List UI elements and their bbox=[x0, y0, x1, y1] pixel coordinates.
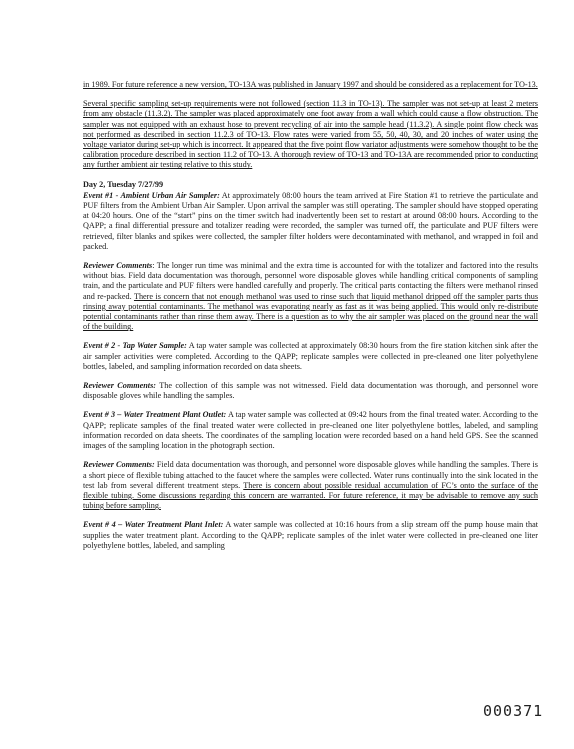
reviewer-comments-2 bbox=[83, 381, 538, 401]
event-1-label: Event #1 - Ambient Urban Air Sampler: bbox=[83, 190, 220, 200]
reviewer-1-underlined: There is concern that not enough methanol was used to rinse such that liquid methanol dripped off the sampler parts thus rinsing away potential contaminants. The methanol was evaporating nearly as fast as it was being applied. This would only re-distribute potential contaminants rather than rinse them away. There is a question as to why the air sampler was placed on the ground near the wall of the building. bbox=[83, 291, 539, 332]
event-3-label: Event # 3 – Water Treatment Plant Outlet: bbox=[83, 410, 227, 420]
event-4-paragraph bbox=[83, 520, 538, 551]
paragraph-setup-requirements: Several specific sampling set-up requirements were not followed (section 11.3 in TO-13). The sampler was not set-up at least 2 meters from any obstacle (11.3.2). The sampler was placed approximately one foot away from a wall which could cause a flow obstruction. The sampler was not equipped with an exhaust hose to prevent recycling of air into the sample head (11.3.2). A single point flow check was not performed as described in section 11.2.3 of TO-13. Flow rates were varied from 55, 50, 40, 30, and 20 inches of water using the voltage variator during set-up which is incorrect. It appeared that the five point flow variator adjustments were somehow thought to be the calibration procedure described in section 11.2 of TO-13. A thorough review of TO-13 and TO-13A are recommended prior to conducting any further ambient air testing relative to this study. bbox=[83, 99, 538, 170]
event-2-label: Event # 2 - Tap Water Sample: bbox=[83, 341, 187, 351]
paragraph-intro: in 1989. For future reference a new version, TO-13A was published in January 1997 and should be considered as a replacement for TO-13. bbox=[83, 80, 538, 89]
reviewer-1-label: Reviewer Comments bbox=[83, 261, 153, 271]
day-heading: Day 2, Tuesday 7/27/99 bbox=[83, 179, 164, 189]
document-body bbox=[83, 80, 538, 560]
page-number: 000371 bbox=[483, 702, 544, 720]
event-1-text: At approximately 08:00 hours the team arrived at Fire Station #1 to retrieve the particulate and PUF filters from the Ambient Urban Air Sampler. Upon arrival the sampler was still operating. The sampler should have stopped operating at 04:20 hours. One of the “start” pins on the timer switch had inadvertently been set to restart at around 08:00 hours. According to the QAPP; a final differential pressure and totalizer reading were recorded, the sampler was turned off, the particulate and PUF filters were retrieved, filter blanks and spikes were collected, the sampler filter holders were decontaminated with methanol, and wrapped in foil and packed. bbox=[83, 190, 538, 251]
reviewer-3-text: Field data documentation was thorough, and personnel wore disposable gloves while handling the samples. There is a short piece of flexible tubing attached to the faucet where the samples were collected. Water runs continually into the sink located in the test lab from several different treatment steps. bbox=[83, 460, 538, 490]
reviewer-2-label: Reviewer Comments: bbox=[83, 381, 156, 391]
event-1-paragraph bbox=[83, 191, 538, 252]
event-4-text: A water sample was collected at 10:16 hours from a slip stream off the pump house main that supplies the water treatment plant. According to the QAPP; replicate samples of the inlet water were collected in pre-cleaned one liter polyethylene bottles, labeled, and sampling bbox=[83, 520, 538, 550]
event-2-paragraph bbox=[83, 341, 538, 372]
reviewer-comments-1 bbox=[83, 261, 538, 332]
event-4-label: Event # 4 – Water Treatment Plant Inlet: bbox=[83, 520, 224, 530]
reviewer-3-label: Reviewer Comments: bbox=[83, 460, 155, 470]
reviewer-3-underlined: There is concern about possible residual accumulation of FC’s onto the surface of the flexible tubing. Some discussions regarding this concern are warranted. For future reference, it may be advisable to remove any such tubing before sampling. bbox=[83, 480, 538, 511]
event-2-text: A tap water sample was collected at approximately 08:30 hours from the fire station kitchen sink after the air sampler activities were completed. According to the QAPP; replicate samples were collected in pre-cleaned one liter polyethylene bottles, labeled, and sampling information recorded on data sheets. bbox=[83, 341, 538, 371]
event-3-text: A tap water sample was collected at 09:42 hours from the final treated water. According to the QAPP; replicate samples of the final treated water were collected in pre-cleaned one liter polyethylene bottles, labeled, and sampling information recorded on data sheets. The coordinates of the sampling location were recorded based on a hand held GPS. See the scanned images of the sampling location in the photograph section. bbox=[83, 410, 538, 451]
reviewer-comments-3 bbox=[83, 460, 538, 511]
event-3-paragraph bbox=[83, 410, 538, 451]
reviewer-2-text: The collection of this sample was not witnessed. Field data documentation was thorough, and personnel wore disposable gloves while handling the samples. bbox=[83, 381, 538, 401]
reviewer-1-text: : The longer run time was minimal and the extra time is accounted for with the totalizer and factored into the results without bias. Field data documentation was thorough, personnel wore disposable gloves while handling critical components of sampling train, and the particulate and PUF filters were handled carefully and properly. The critical parts contacting the filters were methanol rinsed and re-packed. bbox=[83, 261, 539, 301]
